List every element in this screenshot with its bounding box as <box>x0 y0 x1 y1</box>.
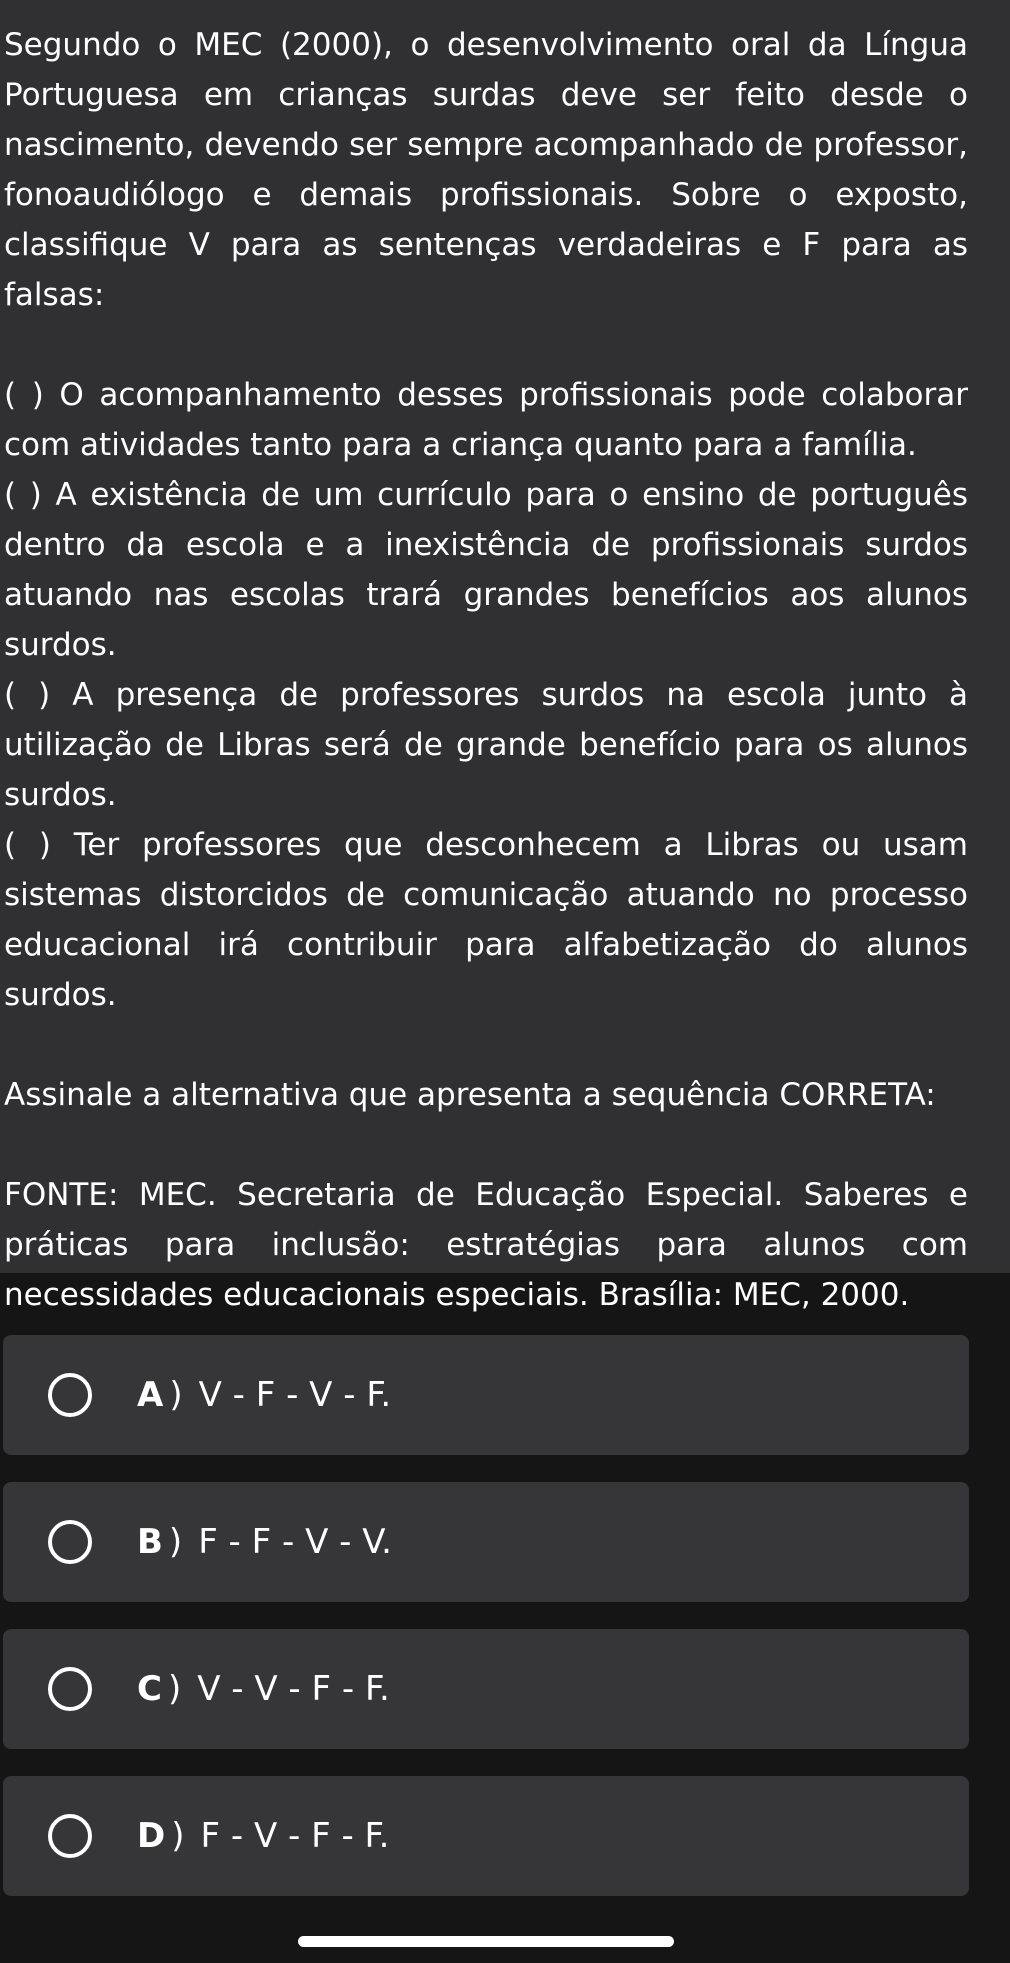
question-source: FONTE: MEC. Secretaria de Educação Especial. Saberes e práticas para inclusão: estratégias para alunos com necessidades educacionais especiais. Brasília: MEC, 2000. <box>4 1177 968 1313</box>
radio-circle-icon[interactable] <box>48 1520 92 1564</box>
spacer <box>4 1020 968 1070</box>
question-intro: Segundo o MEC (2000), o desenvolvimento oral da Língua Portuguesa em crianças surdas deve ser feito desde o nascimento, devendo ser sempre acompanhado de professor, fonoaudiólogo e demais profissionais. Sobre o exposto, classifique V para as sentenças verdadeiras e F para as falsas: <box>4 27 968 313</box>
option-d[interactable] <box>3 1776 969 1896</box>
option-letter: B <box>137 1522 163 1562</box>
option-text: V - V - F - F. <box>197 1669 390 1709</box>
option-text: F - F - V - V. <box>198 1522 392 1562</box>
radio-circle-icon[interactable] <box>48 1667 92 1711</box>
option-paren: ) <box>168 1522 183 1562</box>
option-letter: D <box>137 1816 166 1856</box>
spacer <box>4 1120 968 1170</box>
option-a[interactable] <box>3 1335 969 1455</box>
statement-4: ( ) Ter professores que desconhecem a Libras ou usam sistemas distorcidos de comunicação atuando no processo educacional irá contribuir para alfabetização do alunos surdos. <box>4 827 968 1013</box>
option-c[interactable] <box>3 1629 969 1749</box>
statement-3: ( ) A presença de professores surdos na escola junto à utilização de Libras será de grande benefício para os alunos surdos. <box>4 677 968 813</box>
statement-2: ( ) A existência de um currículo para o ensino de português dentro da escola e a inexistência de profissionais surdos atuando nas escolas trará grandes benefícios aos alunos surdos. <box>4 477 968 663</box>
spacer <box>4 320 968 370</box>
statement-1: ( ) O acompanhamento desses profissionais pode colaborar com atividades tanto para a criança quanto para a família. <box>4 377 968 463</box>
option-text: V - F - V - F. <box>198 1375 392 1415</box>
radio-circle-icon[interactable] <box>48 1373 92 1417</box>
question-instruction: Assinale a alternativa que apresenta a sequência CORRETA: <box>4 1077 936 1113</box>
option-letter: A <box>137 1375 164 1415</box>
radio-circle-icon[interactable] <box>48 1814 92 1858</box>
option-paren: ) <box>167 1669 182 1709</box>
option-paren: ) <box>171 1816 185 1856</box>
option-text: F - V - F - F. <box>200 1816 390 1856</box>
option-b[interactable] <box>3 1482 969 1602</box>
option-letter: C <box>137 1669 162 1709</box>
option-paren: ) <box>169 1375 183 1415</box>
home-indicator[interactable] <box>298 1936 674 1947</box>
